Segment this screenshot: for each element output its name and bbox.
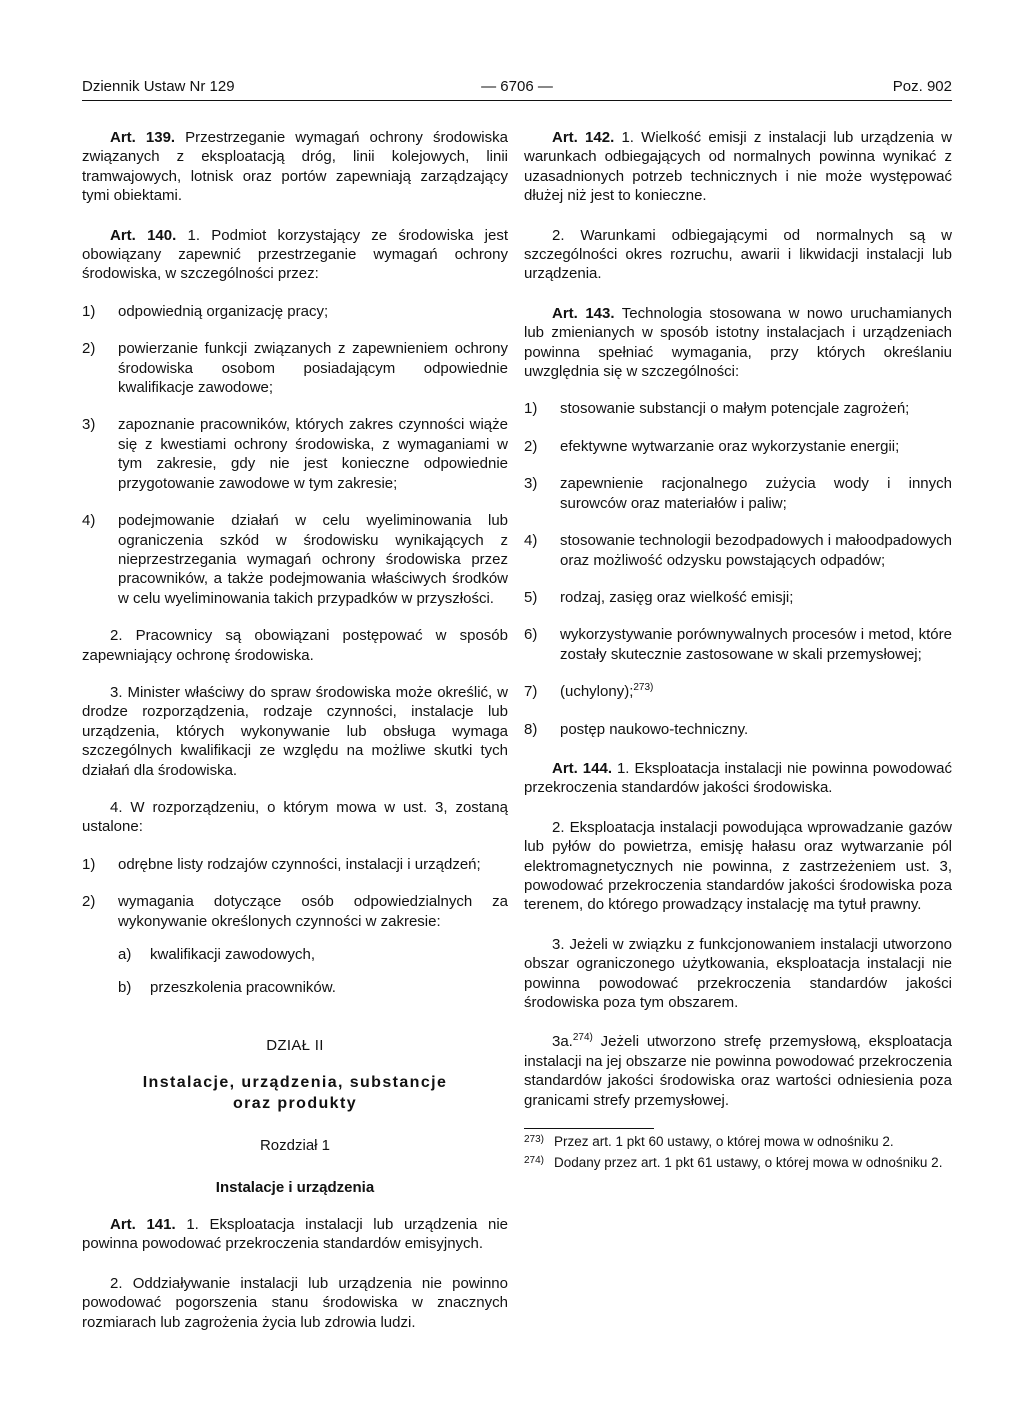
footnote: 274) Dodany przez art. 1 pkt 61 ustawy, o której mowa w odnośniku 2. [524,1154,943,1170]
list-item: 4) stosowanie technologii bezodpadowych i małoodpadowych oraz możliwość odzysku powstających odpadów; [524,532,952,569]
art-143: Art. 143. Technologia stosowana w nowo uruchamianych lub zmienianych w sposób istotny instalacjach i urządzeniach powinna spełniać wymagania, przy których określaniu uwzględnia się w szczególności: [524,304,953,381]
footnote: 273) Przez art. 1 pkt 60 ustawy, o której mowa w odnośniku 2. [524,1134,894,1150]
art-139-text: Przestrzeganie wymagań ochrony środowiska związanych z eksploatacją dróg, linii kolejowych, linii tramwajowych, lotnisk oraz portów zapewniają zarządzający tymi obiektami. [82,129,508,205]
art-142-label: Art. 142. [552,129,615,146]
division-heading: DZIAŁ II [266,1036,324,1054]
division-title-line-1: Instalacje, urządzenia, substancje [142,1074,448,1092]
art-143-label: Art. 143. [552,304,615,322]
list-item: 2) efektywne wytwarzanie oraz wykorzystanie energii; [524,437,900,455]
position-number: Poz. 902 [892,78,952,95]
art-144-para-2: 2. Eksploatacja instalacji powodująca wprowadzanie gazów lub pyłów do powietrza, emisję hałasu oraz wytwarzanie pól elektromagnetycznych nie powinna, z zastrzeżeniem ust. 3, powodować przekroczenia standardów jakości środowiska poza terenem, do którego prowadzący instalację ma tytuł prawny. [524,818,952,914]
list-item: 1) stosowanie substancji o małym potencjale zagrożeń; [524,400,910,418]
page-header [82,78,952,101]
division-title-line-2: oraz produkty [233,1095,357,1113]
art-140-label: Art. 140. [110,226,177,244]
list-item: 1) odrębne listy rodzajów czynności, instalacji i urządzeń; [82,855,481,873]
list-item: 2) powierzanie funkcji związanych z zapewnieniem ochrony środowiska osobom posiadającym odpowiednie kwalifikacje zawodowe; [82,340,508,397]
footnote-ref: 273) [633,682,654,694]
art-144-label: Art. 144. [552,759,612,777]
list-item: 6) wykorzystywanie porównywalnych procesów i metod, które zostały skutecznie zastosowane w skali przemysłowej; [524,626,952,663]
left-column [82,128,508,1332]
art-144-para-3a: 3a.$^{274)}$ Jeżeli utworzono strefę przemysłową, eksploatacja instalacji na jej obszarze nie powinna powodować przekroczenia standardów jakości środowiska oraz wartości odniesienia poza granicami strefy przemysłowej. [524,1032,952,1109]
list-item: 5) rodzaj, zasięg oraz wielkość emisji; [524,588,794,606]
list-item: 7) (uchylony);$^{273)}$ [524,682,654,701]
sub-item: a) kwalifikacji zawodowych, [118,946,316,963]
art-141-para-2: 2. Oddziaływanie instalacji lub urządzenia nie powinno powodować pogorszenia stanu środowiska w znacznych rozmiarach lub zagrożenia życia lub zdrowia ludzi. [82,1274,508,1331]
list-item: 4) podejmowanie działań w celu wyeliminowania lub ograniczenia szkód w środowisku wynikających z nieprzestrzegania wymagań ochrony środowiska przez pracowników, a także podejmowania właściwych środków w celu wyeliminowania takich przypadków w przyszłości. [82,512,508,607]
list-item: 3) zapewnienie racjonalnego zużycia wody i innych surowców oraz materiałów i paliw; [524,475,952,512]
art-142-para-1: Art. 142. 1. Wielkość emisji z instalacji lub urządzenia w warunkach odbiegających od normalnych powinna wynikać z uzasadnionych potrzeb technicznych i nie może występować dłużej niż jest to konieczne. [524,129,953,205]
art-139-label: Art. 139. [110,129,176,146]
journal-name: Dziennik Ustaw Nr 129 [82,78,235,95]
art-141-para-1: Art. 141. 1. Eksploatacja instalacji lub urządzenia nie powinna powodować przekroczenia standardów emisyjnych. [82,1216,508,1253]
right-column [524,128,952,1171]
art-140-para-2: 2. Pracownicy są obowiązani postępować w sposób zapewniający ochronę środowiska. [82,627,508,664]
footnote-divider [524,1128,654,1129]
art-140-para-1-text: 1. Podmiot korzystający ze środowiska jest obowiązany zapewnić przestrzeganie wymagań ochrony środowiska, w szczególności przez: [82,226,508,283]
list-item: 2) wymagania dotyczące osób odpowiedzialnych za wykonywanie określonych czynności w zakresie: [82,893,508,930]
art-139 [82,128,508,206]
list-item: 8) postęp naukowo-techniczny. [524,720,749,738]
art-144-para-3: 3. Jeżeli w związku z funkcjonowaniem instalacji utworzono obszar ograniczonego użytkowania, eksploatacja instalacji nie powinna powodować przekroczenia standardów jakości środowiska poza tym obszarem. [524,935,952,1011]
chapter-title: Instalacje i urządzenia [215,1178,375,1196]
list-item: 3) zapoznanie pracowników, których zakres czynności wiąże się z kwestiami ochrony środowiska, z wymaganiami w tym zakresie, gdy nie jest konieczne odpowiednie przygotowanie zawodowe w tym zakresie; [82,416,508,492]
footnote-ref: 274) [572,1032,593,1044]
art-144-para-1: Art. 144. 1. Eksploatacja instalacji nie powinna powodować przekroczenia standardów jakości środowiska. [524,759,952,797]
art-140-para-4: 4. W rozporządzeniu, o którym mowa w ust. 3, zostaną ustalone: [82,798,508,836]
art-142-para-2: 2. Warunkami odbiegającymi od normalnych są w szczególności okres rozruchu, awarii i likwidacji instalacji lub urządzenia. [524,226,952,283]
sub-item: b) przeszkolenia pracowników. [118,979,336,997]
art-140-para-1 [82,226,508,284]
list-item: 1) odpowiednią organizację pracy; [82,302,329,320]
art-140-para-3: 3. Minister właściwy do spraw środowiska może określić, w drodze rozporządzenia, rodzaje czynności, instalacje lub urządzenia, których wykonywanie lub obsługa wymaga szczególnych kwalifikacji ze względu na możliwe skutki tych działań dla środowiska. [82,683,508,779]
page-number: — 6706 — [481,78,553,95]
art-141-label: Art. 141. [110,1216,176,1234]
chapter-heading: Rozdział 1 [259,1137,331,1155]
